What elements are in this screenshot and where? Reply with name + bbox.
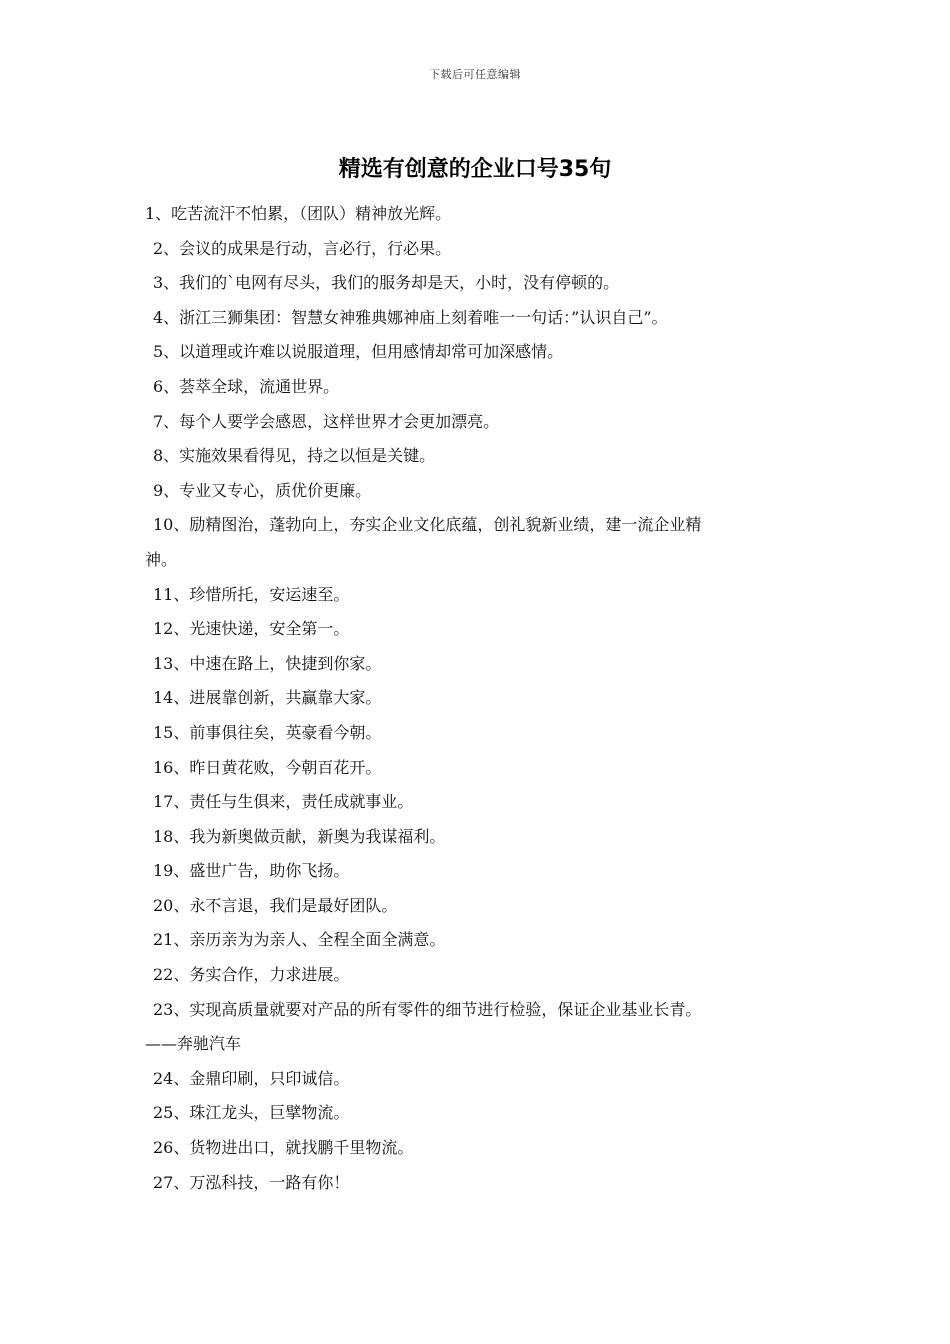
slogan-line: 25、珠江龙头，巨擘物流。 <box>153 1103 350 1123</box>
slogan-line: 11、珍惜所托，安运速至。 <box>153 584 350 604</box>
slogan-line: 20、永不言退，我们是最好团队。 <box>153 895 398 915</box>
slogan-line-continuation: ——奔驰汽车 <box>145 1034 242 1054</box>
slogan-line: 4、浙江三狮集团：智慧女神雅典娜神庙上刻着唯一一句话：”认识自己”。 <box>153 307 668 327</box>
slogan-line: 7、每个人要学会感恩，这样世界才会更加漂亮。 <box>153 411 500 431</box>
slogan-line: 2、会议的成果是行动，言必行，行必果。 <box>153 238 452 258</box>
slogan-line: 18、我为新奥做贡献，新奥为我谋福利。 <box>153 826 446 846</box>
slogan-line: 19、盛世广告，助你飞扬。 <box>153 861 350 881</box>
slogan-line: 8、实施效果看得见，持之以恒是关键。 <box>153 446 436 466</box>
slogan-line: 21、亲历亲为为亲人、全程全面全满意。 <box>153 930 446 950</box>
slogan-line: 14、进展靠创新，共赢靠大家。 <box>153 688 382 708</box>
slogan-list <box>145 197 813 1200</box>
slogan-line: 6、荟萃全球，流通世界。 <box>153 376 340 396</box>
slogan-line: 26、货物进出口，就找鹏千里物流。 <box>153 1138 414 1158</box>
slogan-line: 16、昨日黄花败，今朝百花开。 <box>153 757 382 777</box>
slogan-line: 24、金鼎印刷，只印诚信。 <box>153 1068 350 1088</box>
document-title: 精选有创意的企业口号35句 <box>338 157 612 182</box>
header-note: 下载后可任意编辑 <box>429 68 521 81</box>
slogan-line: 1、吃苦流汗不怕累，（团队）精神放光辉。 <box>145 204 452 223</box>
slogan-line: 9、专业又专心，质优价更廉。 <box>153 480 372 500</box>
slogan-line: 15、前事俱往矣，英豪看今朝。 <box>153 722 382 742</box>
slogan-line: 22、务实合作，力求进展。 <box>153 965 350 985</box>
slogan-line: 10、励精图治，蓬勃向上，夯实企业文化底蕴，创礼貌新业绩，建一流企业精 <box>153 515 702 535</box>
slogan-line: 5、以道理或许难以说服道理，但用感情却常可加深感情。 <box>153 342 564 362</box>
slogan-line: 17、责任与生俱来，责任成就事业。 <box>153 792 414 812</box>
slogan-line: 3、我们的`电网有尽头，我们的服务却是天，小时，没有停顿的。 <box>153 273 620 293</box>
slogan-line: 13、中速在路上，快捷到你家。 <box>153 653 382 673</box>
slogan-line: 12、光速快递，安全第一。 <box>153 619 350 639</box>
slogan-line-continuation: 神。 <box>145 549 178 569</box>
slogan-line: 27、万泓科技，一路有你！ <box>153 1172 350 1192</box>
slogan-line: 23、实现高质量就要对产品的所有零件的细节进行检验，保证企业基业长青。 <box>153 999 702 1019</box>
